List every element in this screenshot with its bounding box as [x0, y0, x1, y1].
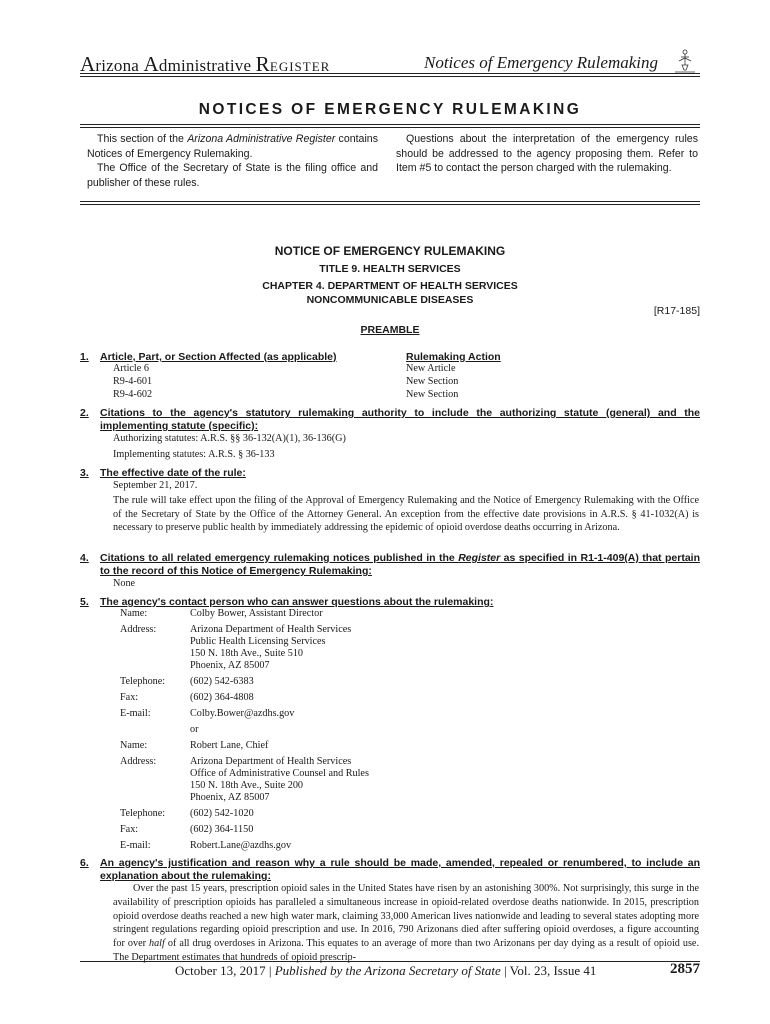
item-number-1: 1. [80, 351, 89, 363]
justification-text: Over the past 15 years, prescription opioid sales in the United States have risen by an astonishing 300%. Not surprisingly, this surge in the availability of prescription opioids has paralleled a simultaneous increase in opioid-related overdose deaths nationwide. In 2015, prescription opioid overdose deaths reached a new high water mark, claiming 33,000 American lives nationwide and leading to several states adopting more stringent regulations regarding opioid prescription and use. In 2016, 790 Arizonans died after suffering opioid overdoses, a figure accounting for over half of all drug overdoses in Arizona. This equates to an average of more than two Arizonans per day dying as a result of opioid use. The Department estimates that hundreds of opioid prescrip- [113, 883, 699, 963]
item-number-3: 3. [80, 467, 89, 479]
preamble-heading: PREAMBLE [360, 324, 420, 336]
affected-item: Article 6 [113, 363, 149, 374]
contact2-address-line: 150 N. 18th Ave., Suite 200 [190, 780, 304, 791]
contact-label: Address: [120, 756, 157, 767]
contact-label: Telephone: [120, 676, 166, 687]
item-number-6: 6. [80, 857, 89, 869]
implementing-statutes: Implementing statutes: A.R.S. § 36-133 [113, 449, 275, 460]
document-number: [R17-185] [653, 305, 700, 317]
section-separator-thin [80, 204, 700, 205]
contact-label: E-mail: [120, 840, 151, 851]
authorizing-statutes: Authorizing statutes: A.R.S. §§ 36-132(A)(1), 36-136(G) [113, 433, 346, 444]
contact2-email: Robert.Lane@azdhs.gov [190, 840, 292, 851]
footer-rule [80, 961, 700, 962]
item-heading-1: Article, Part, or Section Affected (as applicable) [100, 351, 337, 363]
item-heading-4: Citations to all related emergency rulemaking notices published in the Register as specified in R1-1-409(A) that pertain to the record of this Notice of Emergency Rulemaking: [100, 552, 700, 577]
action-item: New Section [406, 389, 459, 400]
intro-right-para: Questions about the interpretation of the emergency rules should be addressed to the agency proposing them. Refer to Item #5 to contact the person charged with the rulemaking. [396, 133, 698, 174]
contact2-name: Robert Lane, Chief [190, 740, 269, 751]
action-item: New Article [406, 363, 456, 374]
affected-item: R9-4-602 [113, 389, 153, 400]
contact-label: Telephone: [120, 808, 166, 819]
contact1-address-line: Arizona Department of Health Services [190, 624, 352, 635]
effective-date: September 21, 2017. [113, 480, 198, 491]
item-heading-2: Citations to the agency's statutory rulemaking authority to include the authorizing statute (general) and the implementing statute (specific): [100, 407, 700, 432]
header-rule [80, 73, 700, 74]
contact-label: Fax: [120, 824, 139, 835]
subchapter-line: NONCOMMUNICABLE DISEASES [306, 294, 474, 306]
title-rule [80, 124, 700, 125]
rulemaking-action-heading: Rulemaking Action [406, 351, 501, 363]
contact-label: Name: [120, 740, 148, 751]
section-separator [80, 201, 700, 202]
contact1-name: Colby Bower, Assistant Director [190, 608, 323, 619]
contact1-address-line: Phoenix, AZ 85007 [190, 660, 270, 671]
intro-left-para-1: This section of the Arizona Administrative Register contains Notices of Emergency Rulemaking. [87, 133, 378, 160]
notice-title: NOTICE OF EMERGENCY RULEMAKING [274, 244, 506, 258]
item-heading-6: An agency's justification and reason why a rule should be made, amended, repealed or renumbered, to include an explanation about the rulemaking: [100, 857, 700, 882]
title-rule-thin [80, 127, 700, 128]
item-heading-3: The effective date of the rule: [100, 467, 246, 479]
item-number-2: 2. [80, 407, 89, 419]
contact1-address-line: 150 N. 18th Ave., Suite 510 [190, 648, 304, 659]
journal-name: Arizona Administrative REGISTER [80, 52, 331, 76]
affected-item: R9-4-601 [113, 376, 153, 387]
contact-label: Address: [120, 624, 157, 635]
intro-left-para-2: The Office of the Secretary of State is the filing office and publisher of these rules. [87, 162, 378, 189]
contact1-address-line: Public Health Licensing Services [190, 636, 326, 647]
contact-label: Fax: [120, 692, 139, 703]
contact1-email: Colby.Bower@azdhs.gov [190, 708, 295, 719]
contact2-address-line: Arizona Department of Health Services [190, 756, 352, 767]
title-line: TITLE 9. HEALTH SERVICES [319, 263, 461, 275]
contact2-fax: (602) 364-1150 [190, 824, 254, 835]
item-number-4: 4. [80, 552, 89, 564]
page-number: 2857 [670, 961, 700, 977]
related-notices-value: None [113, 578, 136, 589]
contact1-telephone: (602) 542-6383 [190, 676, 254, 687]
contact2-telephone: (602) 542-1020 [190, 808, 254, 819]
item-number-5: 5. [80, 596, 89, 608]
intro-left [87, 132, 378, 190]
footer-line: October 13, 2017 | Published by the Arizona Secretary of State | Vol. 23, Issue 41 [175, 963, 597, 978]
contact2-address-line: Office of Administrative Counsel and Rules [190, 768, 369, 779]
state-seal-icon [673, 48, 697, 74]
page-title: NOTICES OF EMERGENCY RULEMAKING [198, 101, 582, 118]
section-name: Notices of Emergency Rulemaking [424, 53, 658, 72]
chapter-line: CHAPTER 4. DEPARTMENT OF HEALTH SERVICES [262, 280, 518, 292]
intro-right [396, 132, 698, 176]
contact-label: E-mail: [120, 708, 151, 719]
contact2-address-line: Phoenix, AZ 85007 [190, 792, 270, 803]
contact1-fax: (602) 364-4808 [190, 692, 254, 703]
effective-date-text: The rule will take effect upon the filing of the Approval of Emergency Rulemaking and the Notice of Emergency Rulemaking with the Office of the Secretary of State by the Office of the Attorney General. An exception from the effective date provisions in A.R.S. § 41-1032(A) is necessary to preserve public health by immediately addressing the epidemic of opioid overdose deaths occurring in Arizona. [113, 495, 699, 534]
action-item: New Section [406, 376, 459, 387]
contact-or: or [190, 724, 199, 735]
item-heading-5: The agency's contact person who can answer questions about the rulemaking: [100, 596, 494, 608]
contact-label: Name: [120, 608, 148, 619]
header-rule-thin [80, 76, 700, 77]
